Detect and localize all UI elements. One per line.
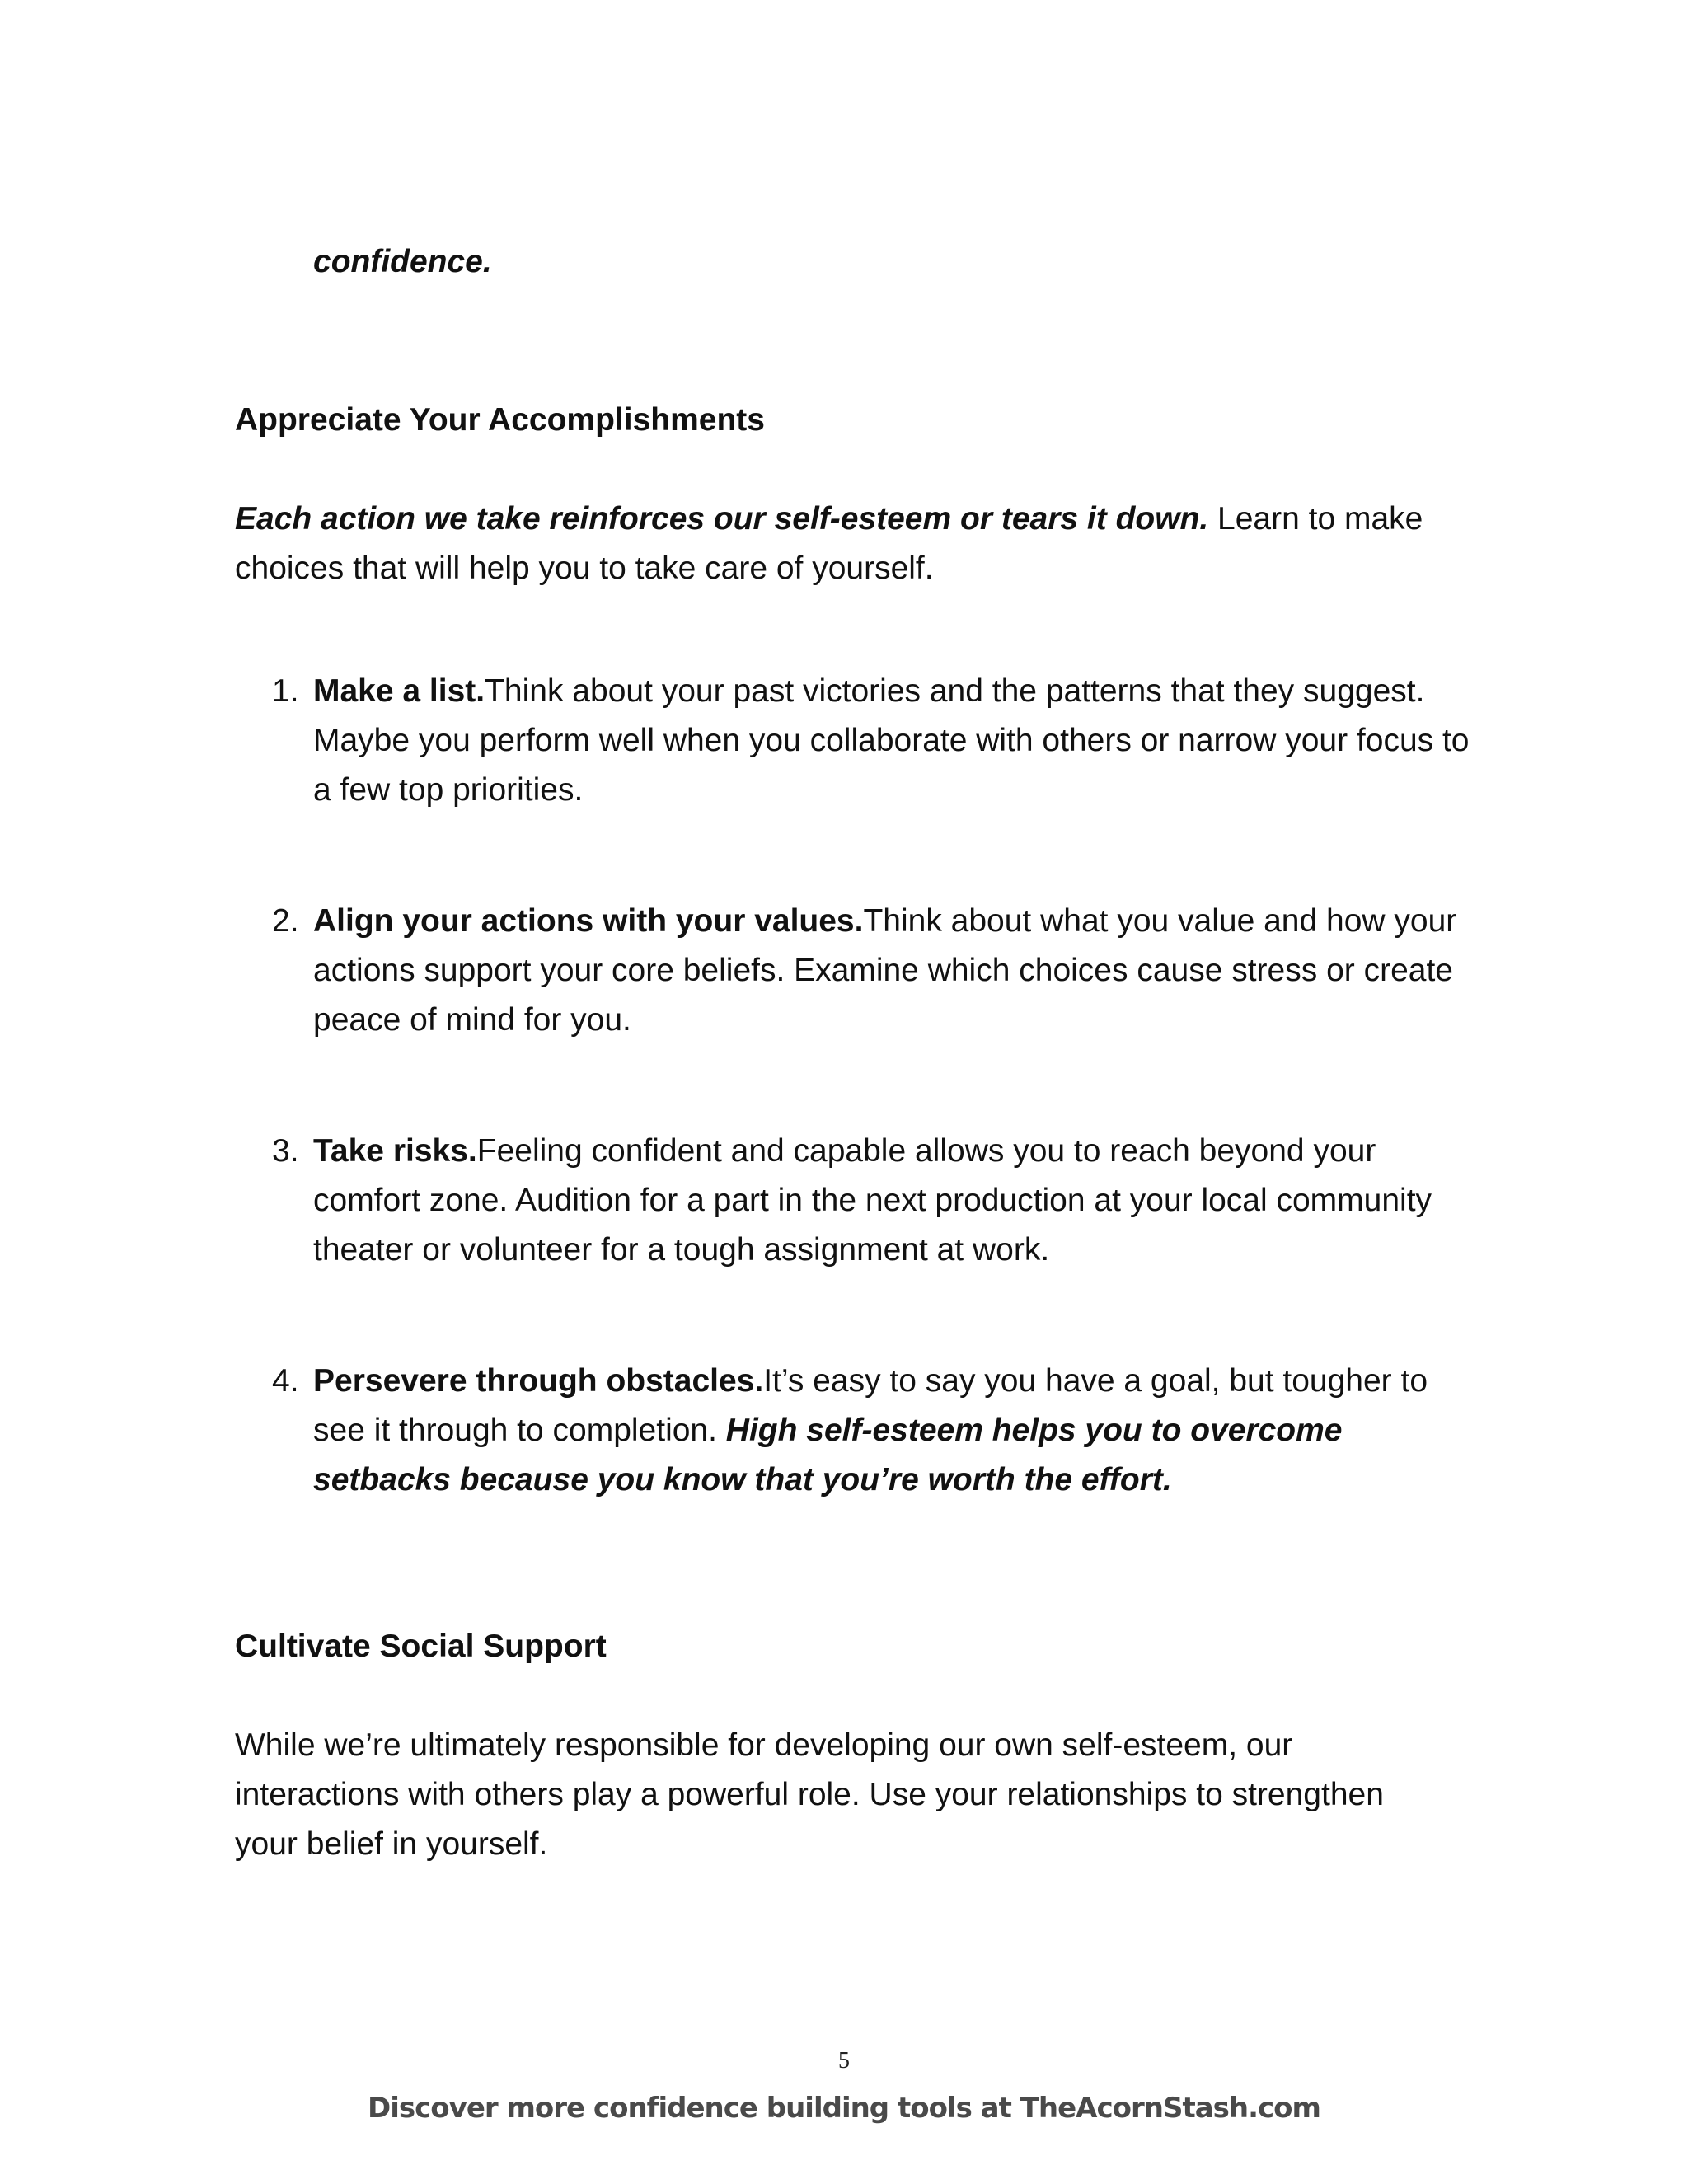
intro-emphasis: Each action we take reinforces our self-esteem or tears it down. <box>235 501 1209 537</box>
list-number: 3. <box>272 1133 299 1169</box>
list-item-lead: Make a list. <box>313 673 485 709</box>
list-item <box>272 1127 1484 1275</box>
list-number: 1. <box>272 673 299 709</box>
social-support-paragraph: While we’re ultimately responsible for developing our own self-esteem, our interactions with others play a powerful role. Use your relationships to strengthen your belief in yourself. <box>235 1727 1384 1862</box>
section-heading-social-support: Cultivate Social Support <box>235 1629 607 1664</box>
list-item <box>272 1357 1484 1505</box>
footer-promo: Discover more confidence building tools at TheAcornStash.com <box>368 2092 1320 2125</box>
list-item-text: Think about your past victories and the patterns that they suggest. Maybe you perform well when you collaborate with others or narrow your focus to a few top priorities. <box>313 673 1470 808</box>
list-item-lead: Align your actions with your values. <box>313 903 864 939</box>
list-item-text: Think about what you value and how your actions support your core beliefs. Examine which choices cause stress or create peace of mind for you. <box>313 903 1457 1038</box>
list-number: 4. <box>272 1363 299 1399</box>
list-item <box>272 667 1484 815</box>
page-number: 5 <box>838 2048 850 2074</box>
intro-text: Learn to make choices that will help you to take care of yourself. <box>235 501 1423 586</box>
intro-paragraph <box>235 494 1455 593</box>
list-item-lead: Take risks. <box>313 1133 477 1169</box>
section-heading-accomplishments: Appreciate Your Accomplishments <box>235 402 765 438</box>
list-item-lead: Persevere through obstacles. <box>313 1363 764 1399</box>
list-item-text: Feeling confident and capable allows you to reach beyond your comfort zone. Audition for a part in the next production at your local community theater or volunteer for a tough assignment at work. <box>313 1133 1432 1268</box>
list-item-emphasis: High self-esteem helps you to overcome setbacks because you know that you’re worth the effort. <box>313 1413 1343 1497</box>
continued-text: confidence. <box>313 244 492 279</box>
list-number: 2. <box>272 903 299 939</box>
list-item <box>272 897 1484 1045</box>
list-item-text: It’s easy to say you have a goal, but tougher to see it through to completion. <box>313 1363 1428 1448</box>
